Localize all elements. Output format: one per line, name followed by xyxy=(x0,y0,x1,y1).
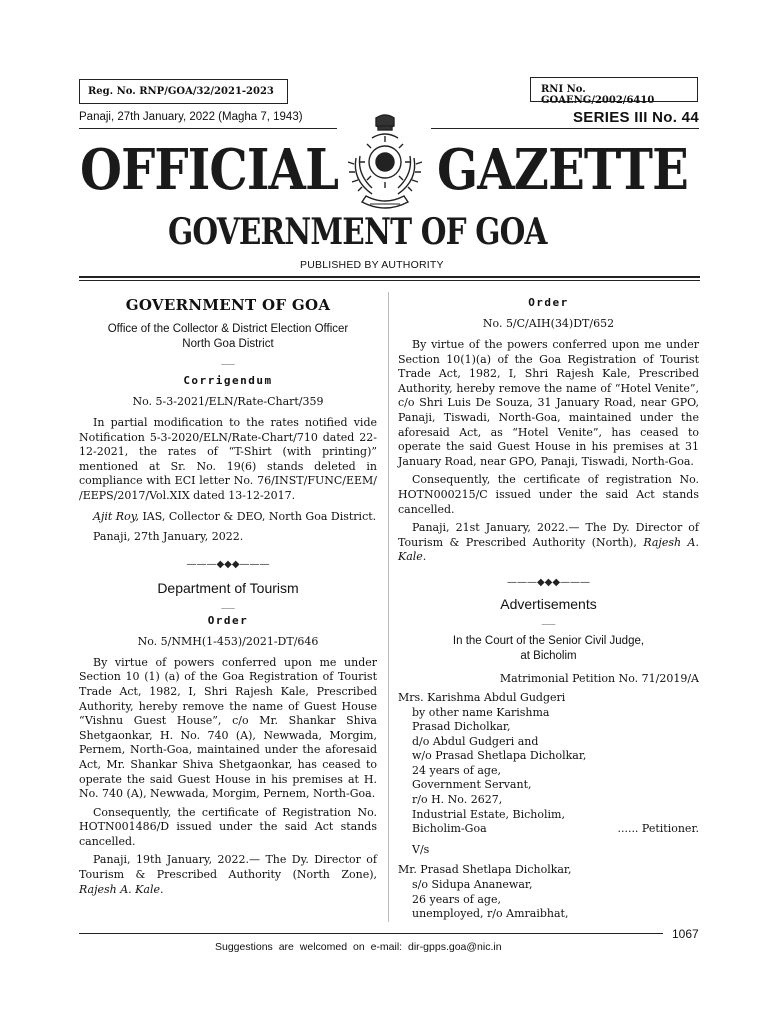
order-signature-text: Panaji, 21st January, 2022.— The Dy. Director of Tourism & Prescribed Authority (North), xyxy=(398,521,699,549)
order-number: No. 5/NMH(1-453)/2021-DT/646 xyxy=(137,634,319,648)
corrigendum-place-date: Panaji, 27th January, 2022. xyxy=(93,530,244,544)
registration-number-box xyxy=(79,79,288,104)
order-signature xyxy=(398,521,699,565)
department-heading: Department of Tourism xyxy=(157,579,299,596)
petitioner-line: Mrs. Karishma Abdul Gudgeri xyxy=(398,690,566,704)
petitioner-line: r/o H. No. 2627, xyxy=(412,793,503,807)
page-number: 1067 xyxy=(672,927,699,941)
petitioner-label: ...... Petitioner. xyxy=(617,822,699,836)
corrigendum-signatory xyxy=(79,510,377,525)
petitioner-line: Industrial Estate, Bicholim, xyxy=(412,807,565,821)
rni-number: RNI No. GOAENG/2002/6410 xyxy=(541,84,655,106)
column-divider xyxy=(388,292,389,922)
masthead-gazette: GAZETTE xyxy=(437,137,689,203)
petitioner-line: w/o Prasad Shetlapa Dicholkar, xyxy=(412,749,587,763)
petitioner-line: by other name Karishma xyxy=(412,705,550,719)
section-separator: ———◆◆◆——— xyxy=(186,558,270,570)
footer-suggestions: Suggestions are welcomed on e-mail: dir-gpps.goa@nic.in xyxy=(215,941,502,953)
order-number: No. 5/C/AIH(34)DT/652 xyxy=(482,317,615,330)
dash-divider: ___ xyxy=(541,614,556,625)
series-number: SERIES III No. 44 xyxy=(573,109,699,126)
court-name-line-2: at Bicholim xyxy=(520,649,577,662)
respondent-line: unemployed, r/o Amraibhat, xyxy=(412,907,569,921)
masthead-official: OFFICIAL xyxy=(80,137,339,203)
respondent-line: s/o Sidupa Ananewar, xyxy=(412,878,533,892)
goa-state-emblem-icon xyxy=(342,112,428,212)
dash-divider: ___ xyxy=(221,598,235,609)
order-body: By virtue of the powers conferred upon me under Section 10(1)(a) of the Goa Registration of Tourist Trade Act, 1982, I, Shri Rajesh Kale, Prescribed Authority, hereby remove the name of “Hotel Venite”, c/o Shri Luis De Souza, 31 January Road, near GPO, Panaji, Tiswadi, North-Goa, maintained under the aforesaid Act, as “Hotel Venite”, has ceased to operate the said Guest House in his premises at 31 January Road, near GPO, Panaji, Tiswadi, North-Goa. xyxy=(398,338,699,468)
left-column xyxy=(79,296,377,901)
order-cancellation: Consequently, the certificate of registration No. HOTN000215/C issued under the said Act stands cancelled. xyxy=(398,473,699,516)
court-name-line-1: In the Court of the Senior Civil Judge, xyxy=(452,634,645,647)
dash-divider: ___ xyxy=(221,355,235,365)
petition-number: Matrimonial Petition No. 71/2019/A xyxy=(499,671,699,685)
advertisements-heading: Advertisements xyxy=(500,595,597,612)
issue-date: Panaji, 27th January, 2022 (Magha 7, 1943) xyxy=(79,111,303,123)
respondent-line: Mr. Prasad Shetlapa Dicholkar, xyxy=(398,863,572,877)
petitioner-line xyxy=(398,822,699,837)
corrigendum-body: In partial modification to the rates notified vide Notification 5-3-2020/ELN/Rate-Chart/710 dated 22-12-2021, the rates of “T-Shirt (with printing)” mentioned at Sr. No. 19(6) stands deleted in compliance with ECI letter No. 76/INST/FUNC/EEM/ /EEPS/2017/Vol.XIX dated 13-12-2017. xyxy=(79,416,377,502)
published-by-authority: PUBLISHED BY AUTHORITY xyxy=(300,259,444,271)
order-signature xyxy=(79,853,377,897)
order-signatory-name: Rajesh A. Kale. xyxy=(398,535,699,564)
rni-number-box xyxy=(530,77,698,106)
registration-number: Reg. No. RNP/GOA/32/2021-2023 xyxy=(88,86,274,97)
petitioner-block xyxy=(398,691,699,837)
respondent-line: 26 years of age, xyxy=(412,892,501,906)
petitioner-address: Bicholim-Goa xyxy=(412,822,487,836)
office-line-2: North Goa District xyxy=(182,338,274,350)
versus-label: V/s xyxy=(412,842,430,856)
order-cancellation: Consequently, the certificate of Registration No. HOTN001486/D issued under the said Act stands cancelled. xyxy=(79,805,377,848)
respondent-block xyxy=(398,863,699,921)
office-line-1: Office of the Collector & District Election Officer xyxy=(107,323,349,335)
petitioner-line: Government Servant, xyxy=(412,778,532,792)
corrigendum-title: Corrigendum xyxy=(183,374,273,387)
petitioner-line: Prasad Dicholkar, xyxy=(412,720,511,734)
section-separator: ———◆◆◆——— xyxy=(506,576,591,588)
order-title: Order xyxy=(207,613,249,627)
signatory-designation: IAS, Collector & DEO, North Goa District. xyxy=(138,509,377,523)
order-signatory-name: Rajesh A. Kale. xyxy=(79,882,164,896)
order-signature-text: Panaji, 19th January, 2022.— The Dy. Director of Tourism & Prescribed Authority (North Zone), xyxy=(79,853,377,882)
right-column xyxy=(398,296,699,922)
signatory-name: Ajit Roy, xyxy=(93,509,139,523)
corrigendum-number: No. 5-3-2021/ELN/Rate-Chart/359 xyxy=(132,395,324,408)
petitioner-line: d/o Abdul Gudgeri and xyxy=(412,734,539,748)
order-body: By virtue of powers conferred upon me under Section 10 (1) (a) of the Goa Registration of Tourist Trade Act, 1982, I, Shri Rajesh Kale, Prescribed Authority, hereby remove the name of Guest House “Vishnu Guest House”, c/o Mr. Shankar Shiva Shetgaonkar, H. No. 740 (A), Newwada, Morgim, Pernem, North-Goa, maintained under the aforesaid Act, Mr. Shankar Shiva Shetgaonkar, has ceased to operate the said Guest House in his premises at H. No. 740 (A), Newwada, Morgim, Pernem, North-Goa. xyxy=(79,655,377,801)
section-heading: GOVERNMENT OF GOA xyxy=(125,296,331,314)
order-title: Order xyxy=(528,296,569,309)
masthead-government-of-goa: GOVERNMENT OF GOA xyxy=(168,211,547,253)
petitioner-line: 24 years of age, xyxy=(412,763,501,777)
